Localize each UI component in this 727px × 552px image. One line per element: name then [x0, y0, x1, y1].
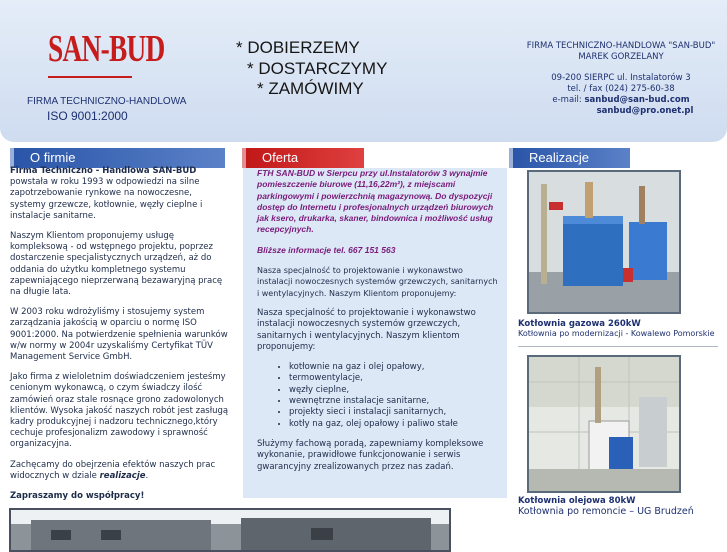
slogan-2: * DOSTARCZYMY [247, 59, 388, 78]
oil-boiler-room-image [529, 357, 679, 491]
contact-email-row-2 [536, 106, 727, 117]
offer-paragraph-1: Nasza specjalność to projektowanie i wykonawstwo instalacji nowoczesnych systemów grzewczych, sanitarnych i wentylacyjnych. Naszym Klientom proponujemy: [257, 266, 498, 298]
project-1-title: Kotłownia gazowa 260kW [518, 319, 641, 329]
section-about-title: O firmie [30, 150, 76, 165]
list-item: • węzły cieplne, [289, 385, 499, 396]
boiler-room-image [529, 172, 679, 312]
project-photo-gas-boiler[interactable] [527, 170, 681, 314]
iso-label: ISO 9001:2000 [47, 109, 128, 123]
list-item: • wewnętrzne instalacje sanitarne, [289, 396, 499, 407]
project-2-desc: Kotłownia po remoncie – UG Brudzeń [518, 506, 694, 517]
contact-owner: MAREK GORZELANY [578, 52, 664, 62]
offer-promo: FTH SAN-BUD w Sierpcu przy ul.Instalatorów 3 wynajmie pomieszczenie biurowe (11,16,22m²), z miejscami parkingowymi i powierzchnią magazynową. Do dyspozycji dostęp do Internetu i profesjonalnych urządzeń biurowych jak ksero, drukarka, skaner, bindownica i możliwość usług recepcyjnych. [257, 168, 494, 235]
logo[interactable]: SAN-BUD [48, 28, 165, 70]
list-item: • kotłownie na gaz i olej opałowy, [289, 362, 499, 373]
header [0, 0, 727, 142]
about-heading: Firma Techniczno - Handlowa SAN-BUD [10, 166, 197, 176]
contact-email-row [512, 95, 727, 106]
projects-divider [518, 346, 718, 347]
offer-more-info: Bliższe informacje tel. 667 151 563 [257, 244, 396, 255]
email-link-2[interactable]: sanbud@pro.onet.pl [596, 106, 694, 116]
slogan-3: * ZAMÓWIMY [257, 79, 364, 98]
about-p5-end: . [145, 470, 149, 481]
list-item: • kotły na gaz, olej opałowy i paliwo stałe [289, 419, 499, 430]
about-paragraph-2: Naszym Klientom proponujemy usługę kompleksową - od wstępnego projektu, poprzez dostarczenie specjalistycznych urządzeń, aż do oddania do użytku kompletnego systemu zapewniającego nieprzerwaną bezawaryjną pracę na długie lata. [10, 231, 223, 298]
about-p5-text: Zachęcamy do obejrzenia efektów naszych prac widocznych w dziale [10, 459, 216, 481]
contact-company: FIRMA TECHNICZNO-HANDLOWA "SAN-BUD" [526, 41, 716, 51]
email-link-1[interactable]: sanbud@san-bud.com [584, 95, 690, 105]
slogan-1: * DOBIERZEMY [236, 38, 360, 57]
list-item: • projekty sieci i instalacji sanitarnych, [289, 407, 499, 418]
about-paragraph-5 [10, 460, 230, 482]
building-image [11, 510, 449, 550]
list-item: • termowentylacje, [289, 373, 499, 384]
about-paragraph-3: W 2003 roku wdrożyliśmy i stosujemy system zarządzania jakością w oparciu o normę ISO 9001:2000. Na potwierdzenie spełnienia warunków w/w normy w 2004r uzyskaliśmy Certyfikat TÜV Management Service GmbH. [10, 307, 228, 363]
offer-paragraph-3: Służymy fachową poradą, zapewniamy kompleksowe wykonanie, prawidłowe funkcjonowanie i serwis gwarancyjny zrealizowanych przez nas zadań. [257, 438, 484, 472]
logo-underline [48, 76, 132, 78]
section-offer-bar [242, 148, 364, 168]
section-projects-title: Realizacje [529, 150, 589, 165]
about-paragraph-4: Jako firma z wieloletnim doświadczeniem jesteśmy cenionym wykonawcą, o czym świadczy ilość zamówień oraz stale rosnące grono zadowolonych klientów. Wysoka jakość naszych robót jest zasługą kadry produkcyjnej i nadzoru technicznego,który cechuje profesjonalizm zawodowy i sprawność organizacyjna. [10, 372, 229, 450]
email-label: e-mail: [552, 95, 582, 105]
project-1-desc: Kotłownia po modernizacji - Kowalewo Pomorskie [518, 329, 715, 338]
projects-column [518, 170, 718, 517]
section-about-bar [10, 148, 225, 168]
offer-list [257, 362, 499, 430]
realizacje-link[interactable]: realizacje [99, 470, 146, 481]
contact-phone: tel. / fax (024) 275-60-38 [567, 84, 675, 94]
project-photo-oil-boiler[interactable] [527, 355, 681, 493]
building-photo [9, 508, 451, 552]
company-subtitle: FIRMA TECHNICZNO-HANDLOWA [27, 96, 187, 107]
section-projects-bar [509, 148, 630, 168]
about-column [10, 166, 230, 511]
section-offer-title: Oferta [262, 150, 299, 165]
about-paragraph-1: powstała w roku 1993 w odpowiedzi na silne zapotrzebowanie rynkowe na nowoczesne, systemy grzewcze, kotłownie, węzły cieplne i instalacje sanitarne. [10, 177, 203, 221]
project-2-title: Kotłownia olejowa 80kW [518, 496, 636, 506]
offer-paragraph-2: Nasza specjalność to projektowanie i wykonawstwo instalacji nowoczesnych systemów grzewczych, sanitarnych i wentylacyjnych. Naszym klientom proponujemy: [257, 307, 476, 352]
invite-text: Zapraszamy do współpracy! [10, 491, 145, 502]
offer-column [243, 168, 507, 498]
contact-address: 09-200 SIERPC ul. Instalatorów 3 [551, 73, 691, 83]
